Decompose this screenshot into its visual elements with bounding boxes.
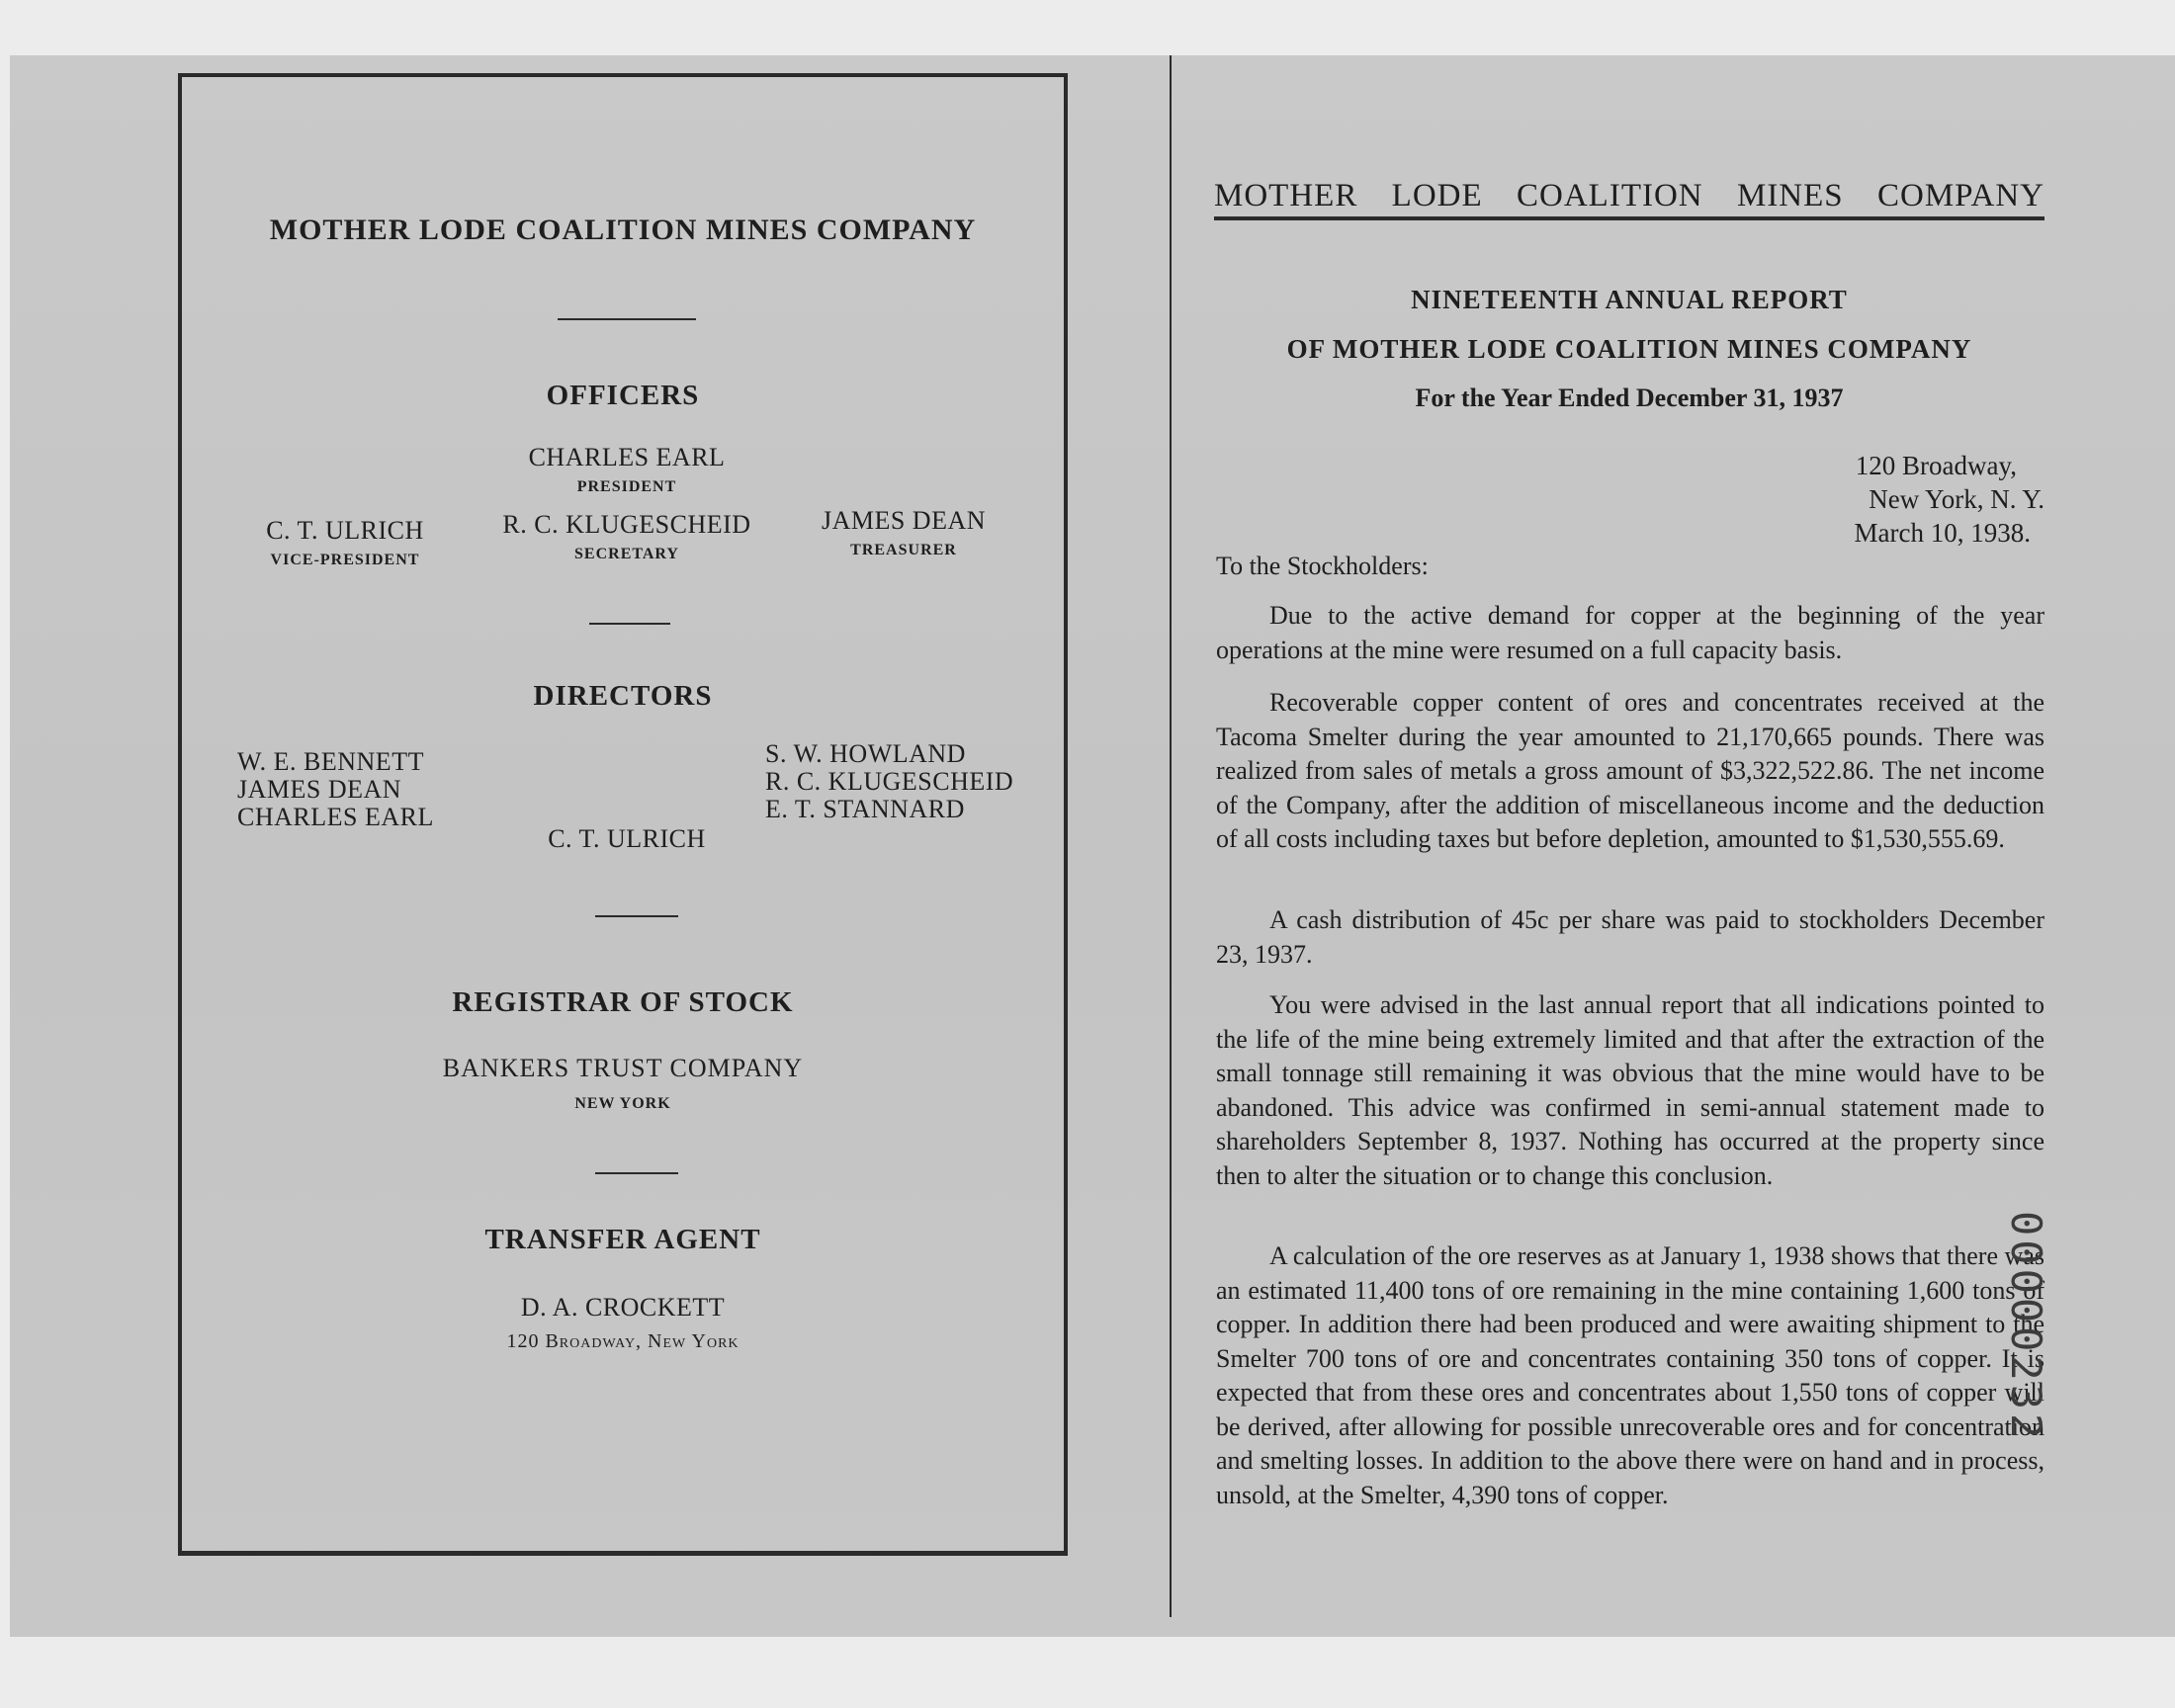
- director-name: R. C. KLUGESCHEID: [765, 767, 1014, 796]
- registrar-name: BANKERS TRUST COMPANY: [442, 1054, 804, 1082]
- divider-rule: [595, 1172, 678, 1174]
- report-subtitle: OF MOTHER LODE COALITION MINES COMPANY: [1286, 334, 1972, 364]
- right-company-header: MOTHER LODE COALITION MINES COMPANY: [1214, 178, 2044, 220]
- transfer-agent-name: D. A. CROCKETT: [520, 1293, 726, 1322]
- treasurer-title: TREASURER: [850, 542, 957, 558]
- transfer-agent-heading: TRANSFER AGENT: [484, 1224, 761, 1255]
- left-page-border-frame: [178, 73, 1068, 1556]
- vice-president-title: VICE-PRESIDENT: [270, 552, 420, 568]
- director-name: CHARLES EARL: [237, 803, 434, 831]
- secretary-title: SECRETARY: [574, 546, 679, 562]
- directors-heading: DIRECTORS: [533, 680, 713, 712]
- left-company-name: MOTHER LODE COALITION MINES COMPANY: [269, 214, 977, 246]
- vice-president-name: C. T. ULRICH: [266, 516, 424, 545]
- director-name: S. W. HOWLAND: [765, 739, 966, 768]
- secretary-name: R. C. KLUGESCHEID: [502, 510, 751, 539]
- director-name: C. T. ULRICH: [548, 824, 706, 853]
- president-name: CHARLES EARL: [528, 443, 726, 471]
- registrar-city: NEW YORK: [574, 1095, 671, 1112]
- body-paragraph: Due to the active demand for copper at the beginning of the year operations at the mine were resumed on a full capacity basis.: [1216, 601, 2044, 664]
- registrar-heading: REGISTRAR OF STOCK: [452, 986, 794, 1018]
- report-year: For the Year Ended December 31, 1937: [1415, 384, 1844, 412]
- divider-rule: [558, 318, 696, 320]
- letter-date: March 10, 1938.: [1854, 518, 2031, 548]
- address-line-2: New York, N. Y.: [1869, 484, 2044, 514]
- director-name: E. T. STANNARD: [765, 795, 965, 823]
- body-paragraph: A calculation of the ore reserves as at January 1, 1938 shows that there was an estimated 11,400 tons of ore remaining in the mine containing 1,600 tons of copper. In addition there had been produced and were awaiting shipment to the Smelter 700 tons of ore and concentrates containing 350 tons of copper. It is expected that from these ores and concentrates about 1,550 tons of copper will be derived, after allowing for possible unrecoverable ores and for concentration and smelting losses. In addition to the above there were on hand and in process, unsold, at the Smelter, 4,390 tons of copper.: [1216, 1241, 2044, 1509]
- director-name: JAMES DEAN: [237, 775, 402, 804]
- body-paragraph: Recoverable copper content of ores and concentrates received at the Tacoma Smelter during the year amounted to 21,170,665 pounds. There was realized from sales of metals a gross amount of $3,322,522.86. The net income of the Company, after the addition of miscellaneous income and the deduction of all costs including taxes but before depletion, amounted to $1,530,555.69.: [1216, 688, 2044, 853]
- body-paragraph: You were advised in the last annual report that all indications pointed to the life of the mine being extremely limited and that after the extraction of the small tonnage still remaining it was obvious that the mine would have to be abandoned. This advice was confirmed in semi-annual statement made to shareholders September 8, 1937. Nothing has occurred at the property since then to alter the situation or to change this conclusion.: [1216, 990, 2044, 1190]
- transfer-agent-address: 120 Broadway, New York: [506, 1330, 740, 1352]
- divider-rule: [589, 623, 670, 625]
- body-paragraph: A cash distribution of 45c per share was paid to stockholders December 23, 1937.: [1216, 905, 2044, 969]
- director-name: W. E. BENNETT: [237, 747, 424, 776]
- address-line-1: 120 Broadway,: [1855, 451, 2017, 480]
- treasurer-name: JAMES DEAN: [821, 506, 987, 535]
- divider-rule: [595, 915, 678, 917]
- officers-heading: OFFICERS: [546, 380, 700, 411]
- page-fold-divider: [1170, 55, 1172, 1617]
- salutation: To the Stockholders:: [1216, 552, 1429, 580]
- page-number-stamp: 00000232: [2002, 1211, 2050, 1443]
- report-title: NINETEENTH ANNUAL REPORT: [1411, 285, 1848, 314]
- president-title: PRESIDENT: [576, 478, 677, 495]
